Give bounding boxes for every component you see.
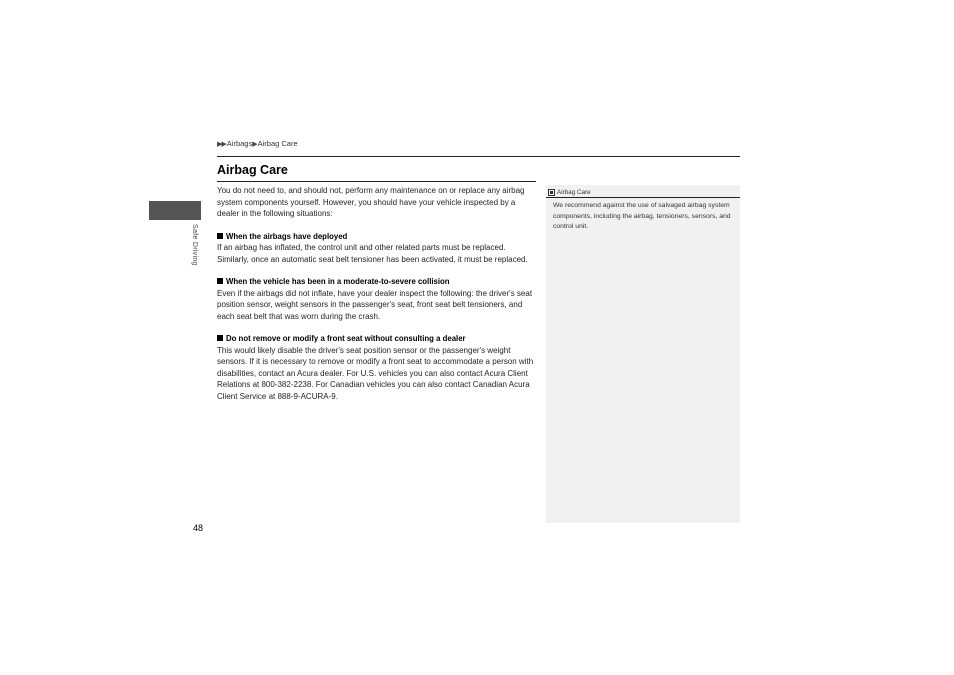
section-heading-text: When the vehicle has been in a moderate-to-severe collision <box>226 277 450 286</box>
side-note-header <box>546 185 740 198</box>
page-number: 48 <box>193 523 204 533</box>
side-note-box <box>546 185 740 523</box>
top-divider <box>217 156 740 157</box>
reference-icon <box>548 189 555 196</box>
section-heading-text: Do not remove or modify a front seat without consulting a dealer <box>226 334 466 343</box>
double-arrow-icon: ▶▶ <box>217 140 226 148</box>
main-content <box>217 185 536 402</box>
section-heading <box>217 333 536 345</box>
section-heading-text: When the airbags have deployed <box>226 231 348 241</box>
side-note-title: Airbag Care <box>557 188 591 196</box>
square-bullet-icon <box>217 335 223 341</box>
section-tab-marker <box>149 201 201 220</box>
section-heading <box>217 231 536 243</box>
section-body: This would likely disable the driver's seat position sensor or the passenger's weight sensors. If it is necessary to remove or modify a front seat to accommodate a person with disabilities, contact an Acura dealer. For U.S. vehicles you can also contact Acura Client Relations at 800-382-2238. For Canadian vehicles you can also contact Canadian Acura Client Service at 888-9-ACURA-9. <box>217 345 534 401</box>
section-side-label: Safe Driving <box>191 224 198 266</box>
breadcrumb <box>217 139 298 148</box>
section-body: If an airbag has inflated, the control unit and other related parts must be replaced. Similarly, once an automatic seat belt tensioner has been activated, it must be replaced. <box>217 243 528 264</box>
title-divider <box>217 181 536 182</box>
arrow-icon: ▶ <box>252 140 257 148</box>
side-note-text: We recommend against the use of salvaged airbag system components, including the airbag, tensioners, sensors, and control unit. <box>553 202 731 230</box>
page-title: Airbag Care <box>217 163 288 177</box>
square-bullet-icon <box>217 233 223 239</box>
section-body: Even if the airbags did not inflate, have your dealer inspect the following: the driver's seat position sensor, weight sensors in the passenger's seat, front seat belt tensioners, and each seat belt that was worn during the crash. <box>217 288 533 321</box>
square-bullet-icon <box>217 278 223 284</box>
breadcrumb-current: Airbag Care <box>257 139 298 148</box>
section-heading <box>217 276 536 288</box>
intro-paragraph: You do not need to, and should not, perform any maintenance on or replace any airbag system components yourself. However, you should have your vehicle inspected by a dealer in the following situations: <box>217 186 525 218</box>
breadcrumb-link-airbags[interactable]: Airbags <box>226 139 253 148</box>
